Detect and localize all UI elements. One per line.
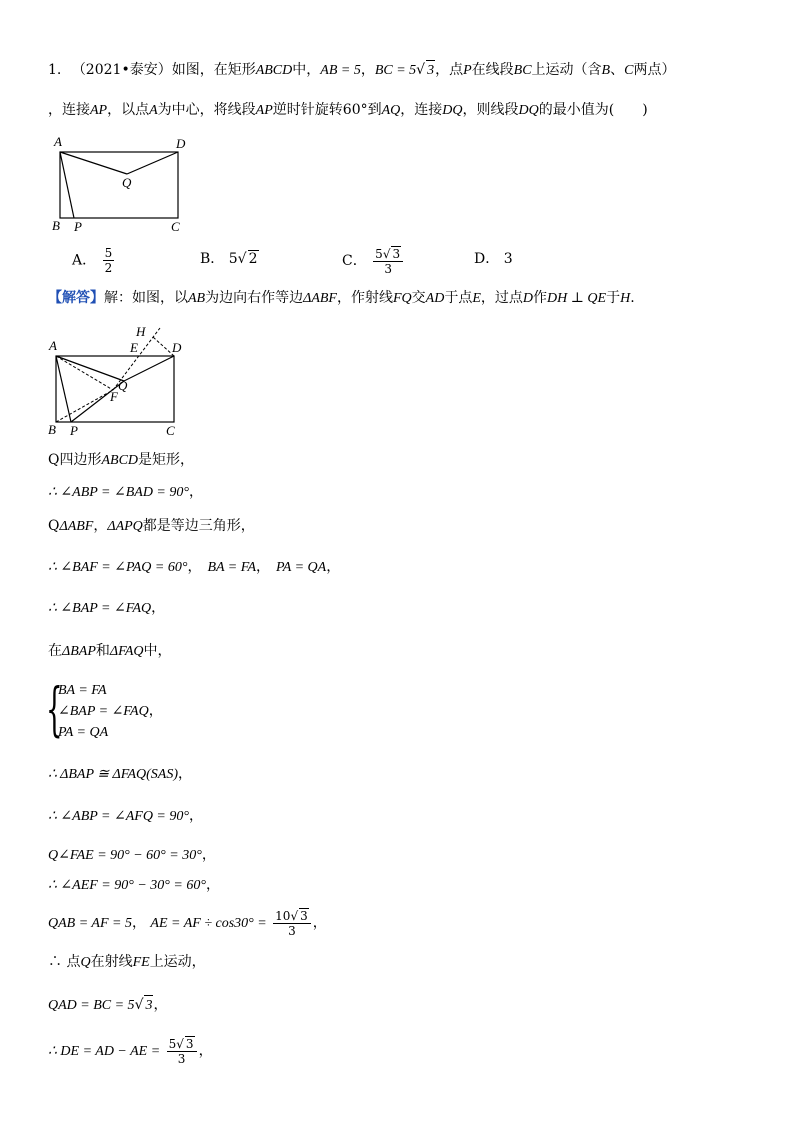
math-var: Q	[80, 955, 91, 970]
radicand: 3	[185, 1037, 194, 1051]
step-12	[48, 952, 206, 973]
math-expr: BC = 5	[374, 63, 417, 78]
sqrt-symbol: √	[416, 62, 426, 78]
step-text: 四边形	[59, 452, 102, 468]
label-p: P	[70, 423, 78, 438]
question-text: ，连接	[400, 102, 443, 118]
label-b: B	[48, 422, 56, 437]
math-expr: PA = QA	[58, 725, 109, 740]
step-text: ，	[93, 518, 108, 534]
label-a: A	[54, 134, 62, 149]
step-text: 和	[95, 643, 110, 659]
math-var: AQ	[381, 103, 401, 118]
math-var: ABCD	[101, 453, 139, 468]
answer-tag: 【解答】	[48, 290, 104, 306]
step-text: ，	[148, 703, 163, 719]
question-text: 的最小值为( )	[538, 102, 648, 118]
math-expr: ΔABF	[303, 291, 337, 306]
question-text: 、	[610, 62, 625, 78]
math-expr: QAD = BC = 5	[48, 998, 135, 1013]
option-c[interactable]	[342, 246, 405, 276]
math-radicand: 3	[426, 60, 435, 81]
step-1	[48, 450, 194, 471]
rectangle-abcd	[60, 152, 178, 218]
step-text: 在射线	[90, 954, 133, 970]
question-text: ，点	[435, 62, 464, 78]
numerator: 10√ 3	[273, 908, 311, 924]
math-expr: PA = QA	[276, 560, 327, 575]
figure-1	[44, 132, 204, 238]
step-14	[48, 1036, 213, 1066]
fraction	[273, 908, 311, 938]
solution-text: 作	[533, 290, 548, 306]
step-text: ，	[188, 484, 203, 500]
math-expr: ∴ DE = AD − AE =	[48, 1044, 161, 1059]
math-var: AB	[188, 291, 206, 306]
step-9	[48, 845, 216, 866]
question-line-1	[48, 60, 675, 81]
option-b-label: B．	[200, 251, 225, 267]
step-text: 中，	[143, 643, 172, 659]
solution-text: ，过点	[480, 290, 523, 306]
segment-ap	[56, 356, 71, 422]
label-e: E	[130, 340, 138, 355]
denominator: 3	[288, 924, 296, 938]
denominator: 3	[384, 262, 392, 276]
radicand: 3	[392, 247, 401, 261]
option-b[interactable]	[200, 248, 259, 268]
step-text: ，	[201, 847, 216, 863]
segment-dh-dashed	[153, 337, 174, 356]
label-p: P	[74, 219, 82, 234]
math-var: H	[620, 291, 631, 306]
label-q: Q	[118, 378, 128, 393]
math-var: FE	[132, 955, 150, 970]
segment-aq	[60, 152, 127, 174]
sqrt-symbol: √	[134, 997, 144, 1013]
label-a: A	[49, 338, 57, 353]
step-3	[48, 516, 255, 537]
fraction	[167, 1036, 197, 1066]
label-c: C	[171, 219, 180, 234]
question-line-2	[48, 100, 648, 121]
label-f: F	[110, 389, 118, 404]
numerator: 5√ 3	[373, 246, 403, 262]
question-text: ，连接	[48, 102, 90, 118]
denominator: 3	[177, 1052, 186, 1066]
coef: 5	[375, 247, 383, 261]
option-d[interactable]	[474, 248, 513, 268]
solution-text: 为边向右作等边	[205, 290, 304, 306]
math-expr: ΔAPQ	[107, 519, 143, 534]
step-text: ，	[153, 997, 168, 1013]
system-line-1	[58, 680, 107, 701]
step-4	[48, 557, 340, 578]
solution-text: 于	[606, 290, 621, 306]
segment-af-dashed	[56, 356, 113, 390]
solution-text: 交	[411, 290, 426, 306]
solution-text: ，作射线	[336, 290, 393, 306]
step-text: ，	[326, 559, 341, 575]
radicand: 3	[144, 995, 153, 1016]
option-d-value: 3	[503, 251, 513, 267]
solution-text: 于点	[444, 290, 473, 306]
label-d: D	[172, 340, 182, 355]
question-number: 1.	[48, 62, 62, 78]
step-10	[48, 875, 220, 896]
math-var: DQ	[442, 103, 463, 118]
math-expr: BA = FA	[58, 683, 107, 698]
step-text: ，	[256, 559, 271, 575]
step-2	[48, 482, 203, 503]
segment-aq	[56, 356, 124, 381]
segment-dq	[124, 356, 174, 381]
step-text: ，	[198, 1043, 213, 1059]
step-text: 上运动，	[149, 954, 206, 970]
solution-text: 解：如图，以	[104, 290, 188, 306]
math-expr: BA = FA	[207, 560, 257, 575]
step-text: ，	[312, 915, 327, 931]
option-d-label: D．	[474, 251, 500, 267]
math-expr: ∴ ∠AEF = 90° − 30° = 60°	[48, 878, 206, 893]
question-source: （2021•泰安）	[71, 62, 172, 78]
step-text: 在	[48, 643, 62, 659]
system-line-2	[58, 701, 163, 722]
step-text: ∴ 点	[48, 954, 81, 970]
math-expr: AB = 5	[320, 63, 361, 78]
step-6	[48, 641, 172, 662]
math-var: AP	[255, 103, 273, 118]
question-text: ，以点	[107, 102, 150, 118]
step-5	[48, 598, 165, 619]
math-var: AD	[425, 291, 445, 306]
math-expr: ∴ ∠ABP = ∠BAD = 90°	[48, 485, 189, 500]
question-text: 到	[367, 102, 382, 118]
question-text: 中，	[292, 62, 321, 78]
question-text: 逆时针旋转	[272, 102, 343, 118]
step-text: ，	[187, 559, 202, 575]
step-8	[48, 806, 203, 827]
option-a[interactable]	[72, 246, 116, 275]
math-var: E	[472, 291, 481, 306]
math-var: AP	[90, 103, 108, 118]
denominator: 2	[104, 261, 113, 275]
label-q: Q	[122, 175, 132, 190]
math-var: P	[463, 63, 472, 78]
math-expr: ΔBAP	[62, 644, 96, 659]
math-expr: ∴ ∠BAF = ∠PAQ = 60°	[48, 560, 188, 575]
math-var: DQ	[518, 103, 539, 118]
system-brace: {	[46, 675, 63, 743]
question-text: ，则线段	[462, 102, 519, 118]
step-text: 是矩形，	[138, 452, 195, 468]
math-expr: ∴ ∠ABP = ∠AFQ = 90°	[48, 809, 189, 824]
segment-dq	[127, 152, 178, 174]
math-expr: Q∠FAE = 90° − 60° = 30°	[48, 848, 202, 863]
math-var: BC	[513, 63, 532, 78]
math-expr: ∠BAP = ∠FAQ	[58, 704, 149, 719]
option-c-fraction	[373, 246, 403, 276]
math-expr: ΔABF	[59, 519, 94, 534]
math-expr: ∴ ∠BAP = ∠FAQ	[48, 601, 152, 616]
step-text: ，	[178, 766, 193, 782]
coef: 10	[275, 909, 291, 923]
question-text: 上运动（含	[531, 62, 602, 78]
question-text: 两点）	[633, 62, 676, 78]
math-expr: 60°	[342, 102, 368, 118]
option-a-fraction	[103, 246, 115, 275]
coef: 5	[168, 1037, 177, 1051]
math-expr: ∴ ΔBAP ≅ ΔFAQ(SAS)	[48, 767, 179, 782]
label-d: D	[176, 136, 186, 151]
comma: ，	[360, 62, 375, 78]
radicand: 3	[300, 909, 308, 923]
math-expr: DH ⊥ QE	[547, 291, 607, 306]
math-var: ABCD	[255, 63, 293, 78]
system-line-3	[58, 722, 108, 743]
math-var: FQ	[392, 291, 412, 306]
label-c: C	[166, 423, 175, 438]
solution-text: .	[630, 290, 635, 306]
solution-intro	[48, 288, 635, 309]
question-text: 如图，在矩形	[171, 62, 256, 78]
math-var: C	[624, 63, 634, 78]
question-text: 为中心，将线段	[157, 102, 256, 118]
segment-ap	[60, 152, 74, 218]
math-var: A	[149, 103, 158, 118]
math-expr: QAB = AF = 5	[48, 916, 132, 931]
option-b-radicand: 2	[248, 251, 258, 267]
step-text: ，	[151, 600, 166, 616]
option-a-label: A．	[72, 252, 97, 269]
figure-2	[40, 318, 200, 442]
option-b-coef: 5	[228, 251, 238, 267]
step-13	[48, 995, 167, 1016]
step-text: ，	[131, 915, 146, 931]
step-text: 都是等边三角形，	[142, 518, 255, 534]
option-c-label: C．	[342, 253, 367, 269]
math-expr: ΔFAQ	[109, 644, 144, 659]
label-h: H	[136, 324, 146, 339]
because-symbol: Q	[48, 452, 60, 468]
math-expr: AE = AF ÷ cos30° =	[150, 916, 267, 931]
step-text: ，	[188, 808, 203, 824]
math-var: B	[601, 63, 611, 78]
numerator: 5	[104, 246, 113, 260]
math-var: D	[522, 291, 534, 306]
numerator: 5√ 3	[167, 1036, 197, 1052]
step-text: ，	[205, 877, 220, 893]
step-11	[48, 908, 327, 938]
because-symbol: Q	[48, 518, 60, 534]
question-text: 在线段	[471, 62, 514, 78]
label-b: B	[52, 218, 60, 233]
sqrt-symbol: √	[237, 251, 247, 267]
step-7	[48, 764, 192, 785]
